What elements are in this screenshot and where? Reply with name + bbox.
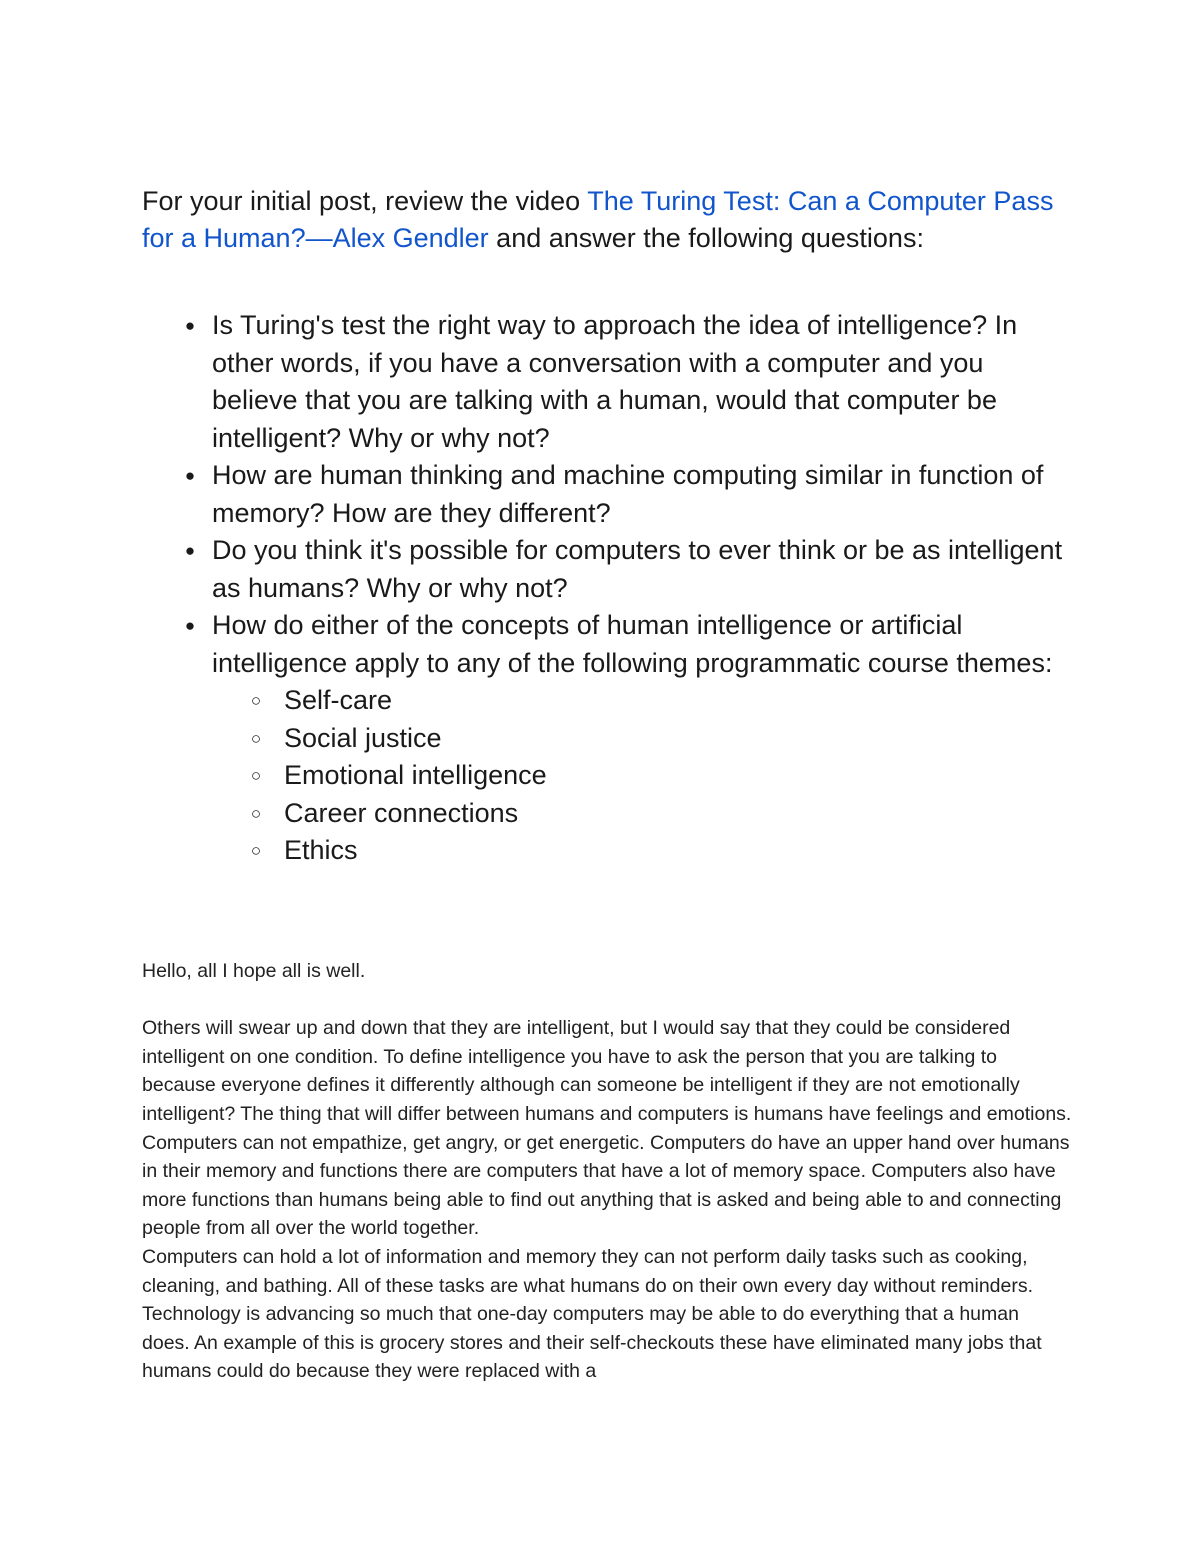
theme-text: Social justice (284, 722, 442, 753)
theme-item (212, 720, 1072, 758)
theme-text: Emotional intelligence (284, 760, 547, 790)
prompt-intro: For your initial post, review the video (142, 186, 588, 216)
themes-list (212, 682, 1072, 870)
circle-bullet-icon: ○ (250, 691, 262, 710)
question-text: Do you think it's possible for computers to ever think or be as intelligent as humans? Why or why not? (212, 535, 1063, 603)
prompt-outro: and answer the following questions: (488, 223, 924, 253)
question-text: Is Turing's test the right way to approach the idea of intelligence? In other words, if you have a conversation with a computer and you believe that you are talking with a human, would that computer be intelligent? Why or why not? (212, 310, 1018, 453)
theme-item (212, 682, 1072, 720)
bullet-icon: ● (184, 466, 196, 485)
questions-list (142, 307, 1072, 870)
bullet-icon: ● (184, 541, 196, 560)
circle-bullet-icon: ○ (250, 841, 262, 860)
theme-item (212, 795, 1072, 833)
question-text: How do either of the concepts of human intelligence or artificial intelligence apply to any of the following programmatic course themes: (212, 610, 1053, 678)
prompt-paragraph (142, 183, 1062, 257)
question-item (142, 532, 1072, 607)
theme-text: Ethics (284, 835, 358, 865)
response-paragraph: Computers can hold a lot of information and memory they can not perform daily tasks such as cooking, cleaning, and bathing. All of these tasks are what humans do on their own every day without reminders. Technology is advancing so much that one-day computers may be able to do everything that a human does. An example of this is grocery stores and their self-checkouts these have eliminated many jobs that humans could do because they were replaced with a (142, 1245, 1042, 1383)
bullet-icon: ● (184, 316, 196, 335)
circle-bullet-icon: ○ (250, 728, 262, 748)
response-body (142, 957, 1072, 1386)
theme-text: Career connections (284, 797, 519, 828)
response-paragraph: Others will swear up and down that they are intelligent, but I would say that they could be considered intelligent on one condition. To define intelligence you have to ask the person that you are talking to because everyone defines it differently although can someone be intelligent if they are not emotionally intelligent? The thing that will differ between humans and computers is humans have feelings and emotions. Computers can not empathize, get angry, or get energetic. Computers do have an upper hand over humans in their memory and functions there are computers that have a lot of memory space. Computers also have more functions than humans being able to find out anything that is asked and being able to and connecting people from all over the world together. (142, 1017, 1072, 1240)
theme-item (212, 757, 1072, 795)
theme-item (212, 832, 1072, 870)
theme-text: Self-care (284, 685, 393, 715)
question-item (142, 457, 1072, 532)
bullet-icon: ● (184, 616, 196, 635)
video-link[interactable]: The Turing Test: Can a Computer Pass for a Human?—Alex Gendler (142, 186, 1054, 253)
circle-bullet-icon: ○ (250, 803, 262, 823)
response-greeting: Hello, all I hope all is well. (142, 960, 366, 982)
circle-bullet-icon: ○ (250, 766, 262, 785)
question-item (142, 307, 1072, 457)
question-text: How are human thinking and machine computing similar in function of memory? How are they different? (212, 460, 1044, 528)
question-item (142, 607, 1072, 870)
